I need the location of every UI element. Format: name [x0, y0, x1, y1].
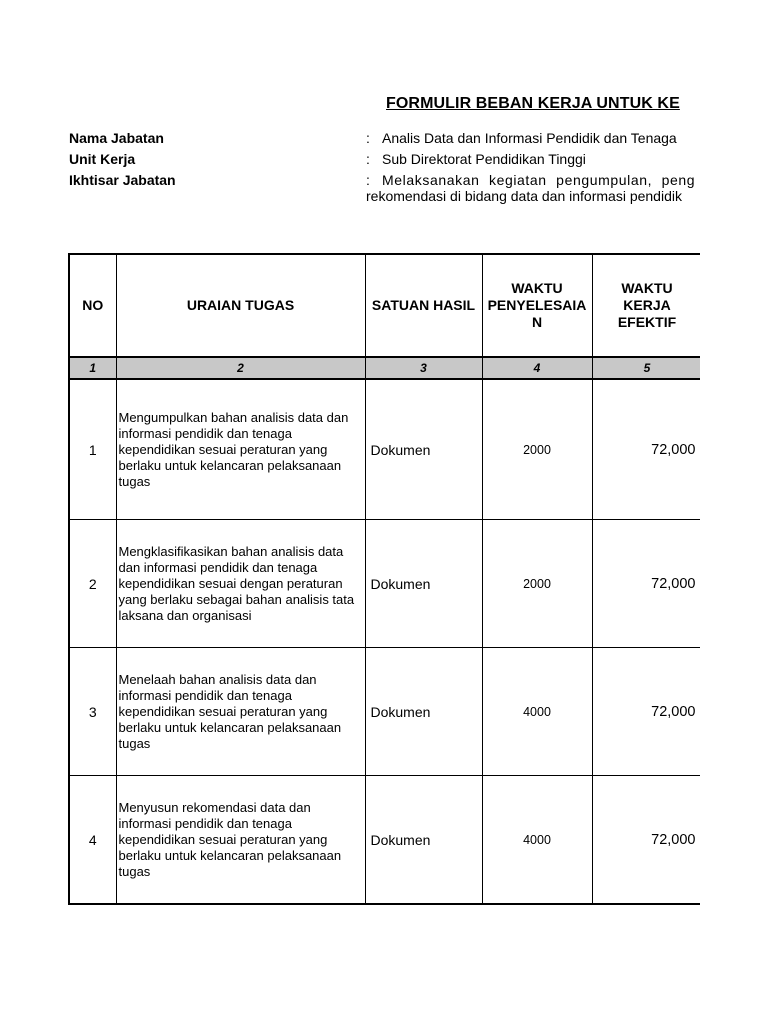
- label-unit-kerja: Unit Kerja: [69, 151, 136, 167]
- row-effective: 72,000: [592, 648, 700, 776]
- row-unit: Dokumen: [365, 520, 482, 648]
- row-no: 1: [69, 379, 116, 520]
- header-waktu-line1: WAKTU: [511, 280, 563, 296]
- value-ikhtisar-jabatan-line2: rekomendasi di bidang data dan informasi pendidik: [366, 188, 682, 204]
- header-efektif-line3: EFEKTIF: [617, 314, 677, 330]
- label-ikhtisar-jabatan: Ikhtisar Jabatan: [69, 172, 176, 188]
- row-time: 2000: [482, 379, 592, 520]
- label-nama-jabatan: Nama Jabatan: [69, 130, 164, 146]
- row-time: 4000: [482, 648, 592, 776]
- row-task: Mengumpulkan bahan analisis data dan informasi pendidik dan tenaga kependidikan sesuai peraturan yang berlaku untuk kelancaran pelaksanaan tugas: [116, 379, 365, 520]
- row-time: 2000: [482, 520, 592, 648]
- value-unit-kerja: Sub Direktorat Pendidikan Tinggi: [382, 151, 586, 167]
- row-task: Menyusun rekomendasi data dan informasi pendidik dan tenaga kependidikan sesuai peraturan yang berlaku untuk kelancaran pelaksanaan tugas: [116, 776, 365, 905]
- row-unit: Dokumen: [365, 776, 482, 905]
- row-no: 3: [69, 648, 116, 776]
- header-uraian-tugas: URAIAN TUGAS: [116, 254, 365, 357]
- row-unit: Dokumen: [365, 379, 482, 520]
- header-waktu-line2: PENYELESAIA: [487, 297, 587, 313]
- table-row: [69, 648, 700, 776]
- row-task: Menelaah bahan analisis data dan informasi pendidik dan tenaga kependidikan sesuai peraturan yang berlaku untuk kelancaran pelaksanaan tugas: [116, 648, 365, 776]
- column-number: 1: [69, 357, 116, 379]
- header-waktu-penyelesaian: [482, 254, 592, 357]
- header-efektif-line2: KERJA: [623, 297, 671, 313]
- row-time: 4000: [482, 776, 592, 905]
- separator-colon: :: [366, 151, 370, 167]
- table-header-row: [69, 254, 700, 357]
- row-effective: 72,000: [592, 379, 700, 520]
- header-no: NO: [69, 254, 116, 357]
- header-satuan-hasil: SATUAN HASIL: [365, 254, 482, 357]
- row-task: Mengklasifikasikan bahan analisis data dan informasi pendidik dan tenaga kependidikan sesuai dengan peraturan yang berlaku sebagai bahan analisis tata laksana dan organisasi: [116, 520, 365, 648]
- row-effective: 72,000: [592, 520, 700, 648]
- column-number: 2: [116, 357, 365, 379]
- column-number: 3: [365, 357, 482, 379]
- header-waktu-line3: N: [531, 314, 543, 330]
- header-efektif-line1: WAKTU: [621, 280, 673, 296]
- row-unit: Dokumen: [365, 648, 482, 776]
- header-waktu-kerja-efektif: [592, 254, 700, 357]
- workload-table: [68, 253, 700, 905]
- value-nama-jabatan: Analis Data dan Informasi Pendidik dan Tenaga: [382, 130, 677, 146]
- document-title: FORMULIR BEBAN KERJA UNTUK KE: [386, 95, 680, 112]
- column-number-row: [69, 357, 700, 379]
- value-ikhtisar-jabatan: Melaksanakan kegiatan pengumpulan, peng: [382, 172, 696, 188]
- row-effective: 72,000: [592, 776, 700, 905]
- row-no: 2: [69, 520, 116, 648]
- row-no: 4: [69, 776, 116, 905]
- separator-colon: :: [366, 172, 370, 188]
- table-row: [69, 776, 700, 905]
- table-row: [69, 520, 700, 648]
- column-number: 5: [592, 357, 700, 379]
- column-number: 4: [482, 357, 592, 379]
- separator-colon: :: [366, 130, 370, 146]
- table-row: [69, 379, 700, 520]
